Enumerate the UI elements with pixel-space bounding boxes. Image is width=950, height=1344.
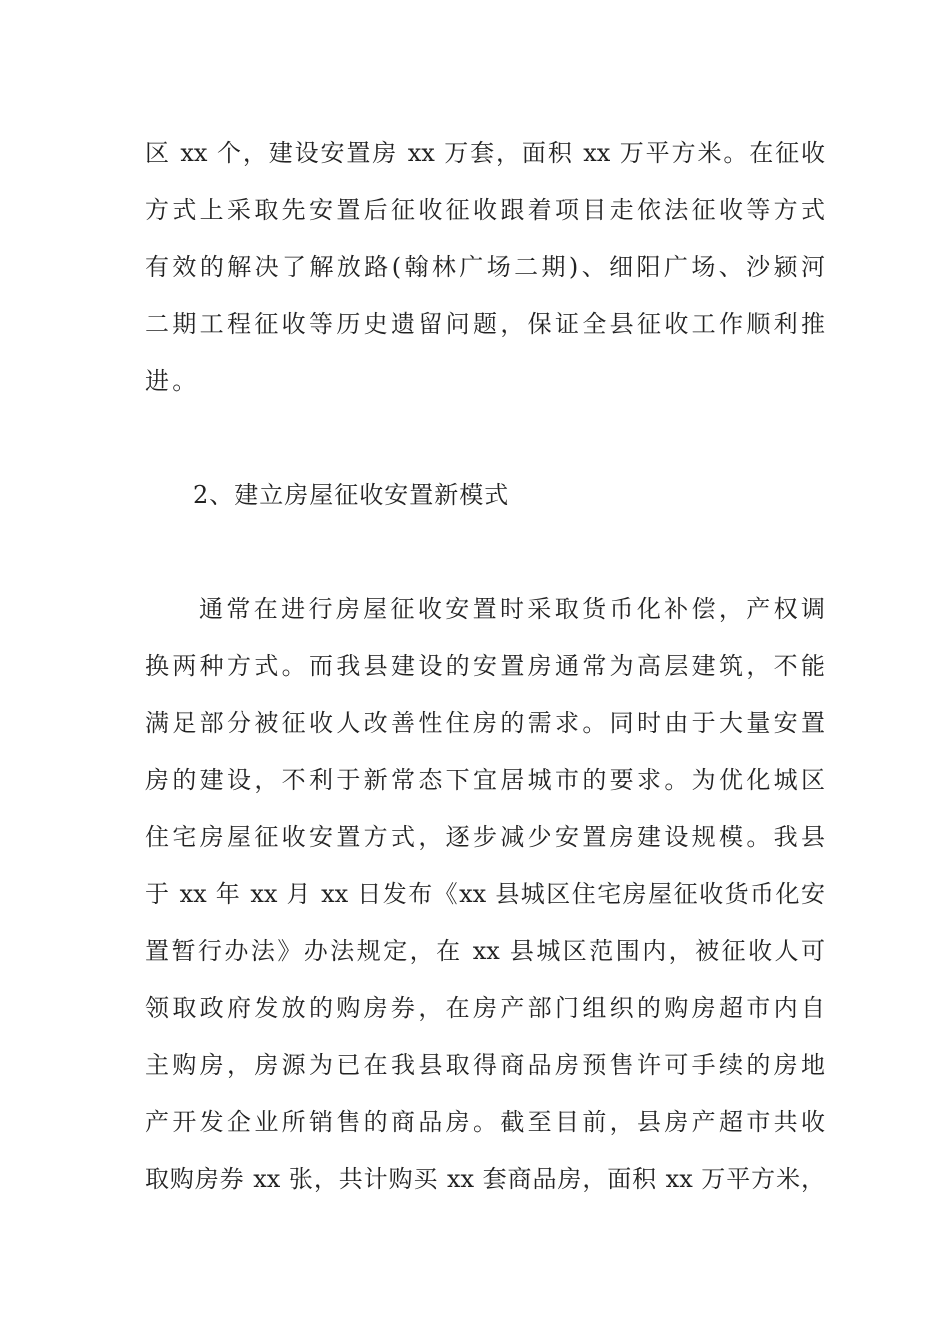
paragraph-line: 满足部分被征收人改善性住房的需求。同时由于大量安置 — [145, 709, 825, 737]
paragraph-line: 产开发企业所销售的商品房。截至目前，县房产超市共收 — [145, 1108, 825, 1136]
paragraph-line: 于 xx 年 xx 月 xx 日发布《xx 县城区住宅房屋征收货币化安 — [145, 880, 825, 908]
paragraph-line: 二期工程征收等历史遗留问题，保证全县征收工作顺利推 — [145, 310, 825, 338]
paragraph-line: 有效的解决了解放路(翰林广场二期)、细阳广场、沙颍河 — [145, 253, 825, 281]
paragraph-line: 区 xx 个，建设安置房 xx 万套，面积 xx 万平方米。在征收 — [145, 139, 825, 167]
paragraph-line: 置暂行办法》办法规定，在 xx 县城区范围内，被征收人可 — [145, 937, 825, 965]
section-heading: 2、建立房屋征收安置新模式 — [193, 481, 510, 509]
paragraph-line: 方式上采取先安置后征收征收跟着项目走依法征收等方式 — [145, 196, 825, 224]
paragraph-line: 取购房券 xx 张，共计购买 xx 套商品房，面积 xx 万平方米， — [145, 1165, 825, 1193]
paragraph-line: 房的建设，不利于新常态下宜居城市的要求。为优化城区 — [145, 766, 825, 794]
paragraph-line: 换两种方式。而我县建设的安置房通常为高层建筑，不能 — [145, 652, 825, 680]
paragraph-line: 领取政府发放的购房券，在房产部门组织的购房超市内自 — [145, 994, 825, 1022]
paragraph-line: 通常在进行房屋征收安置时采取货币化补偿，产权调 — [199, 595, 825, 623]
paragraph-line: 主购房，房源为已在我县取得商品房预售许可手续的房地 — [145, 1051, 825, 1079]
paragraph-line: 进。 — [145, 367, 200, 395]
paragraph-line: 住宅房屋征收安置方式，逐步减少安置房建设规模。我县 — [145, 823, 825, 851]
